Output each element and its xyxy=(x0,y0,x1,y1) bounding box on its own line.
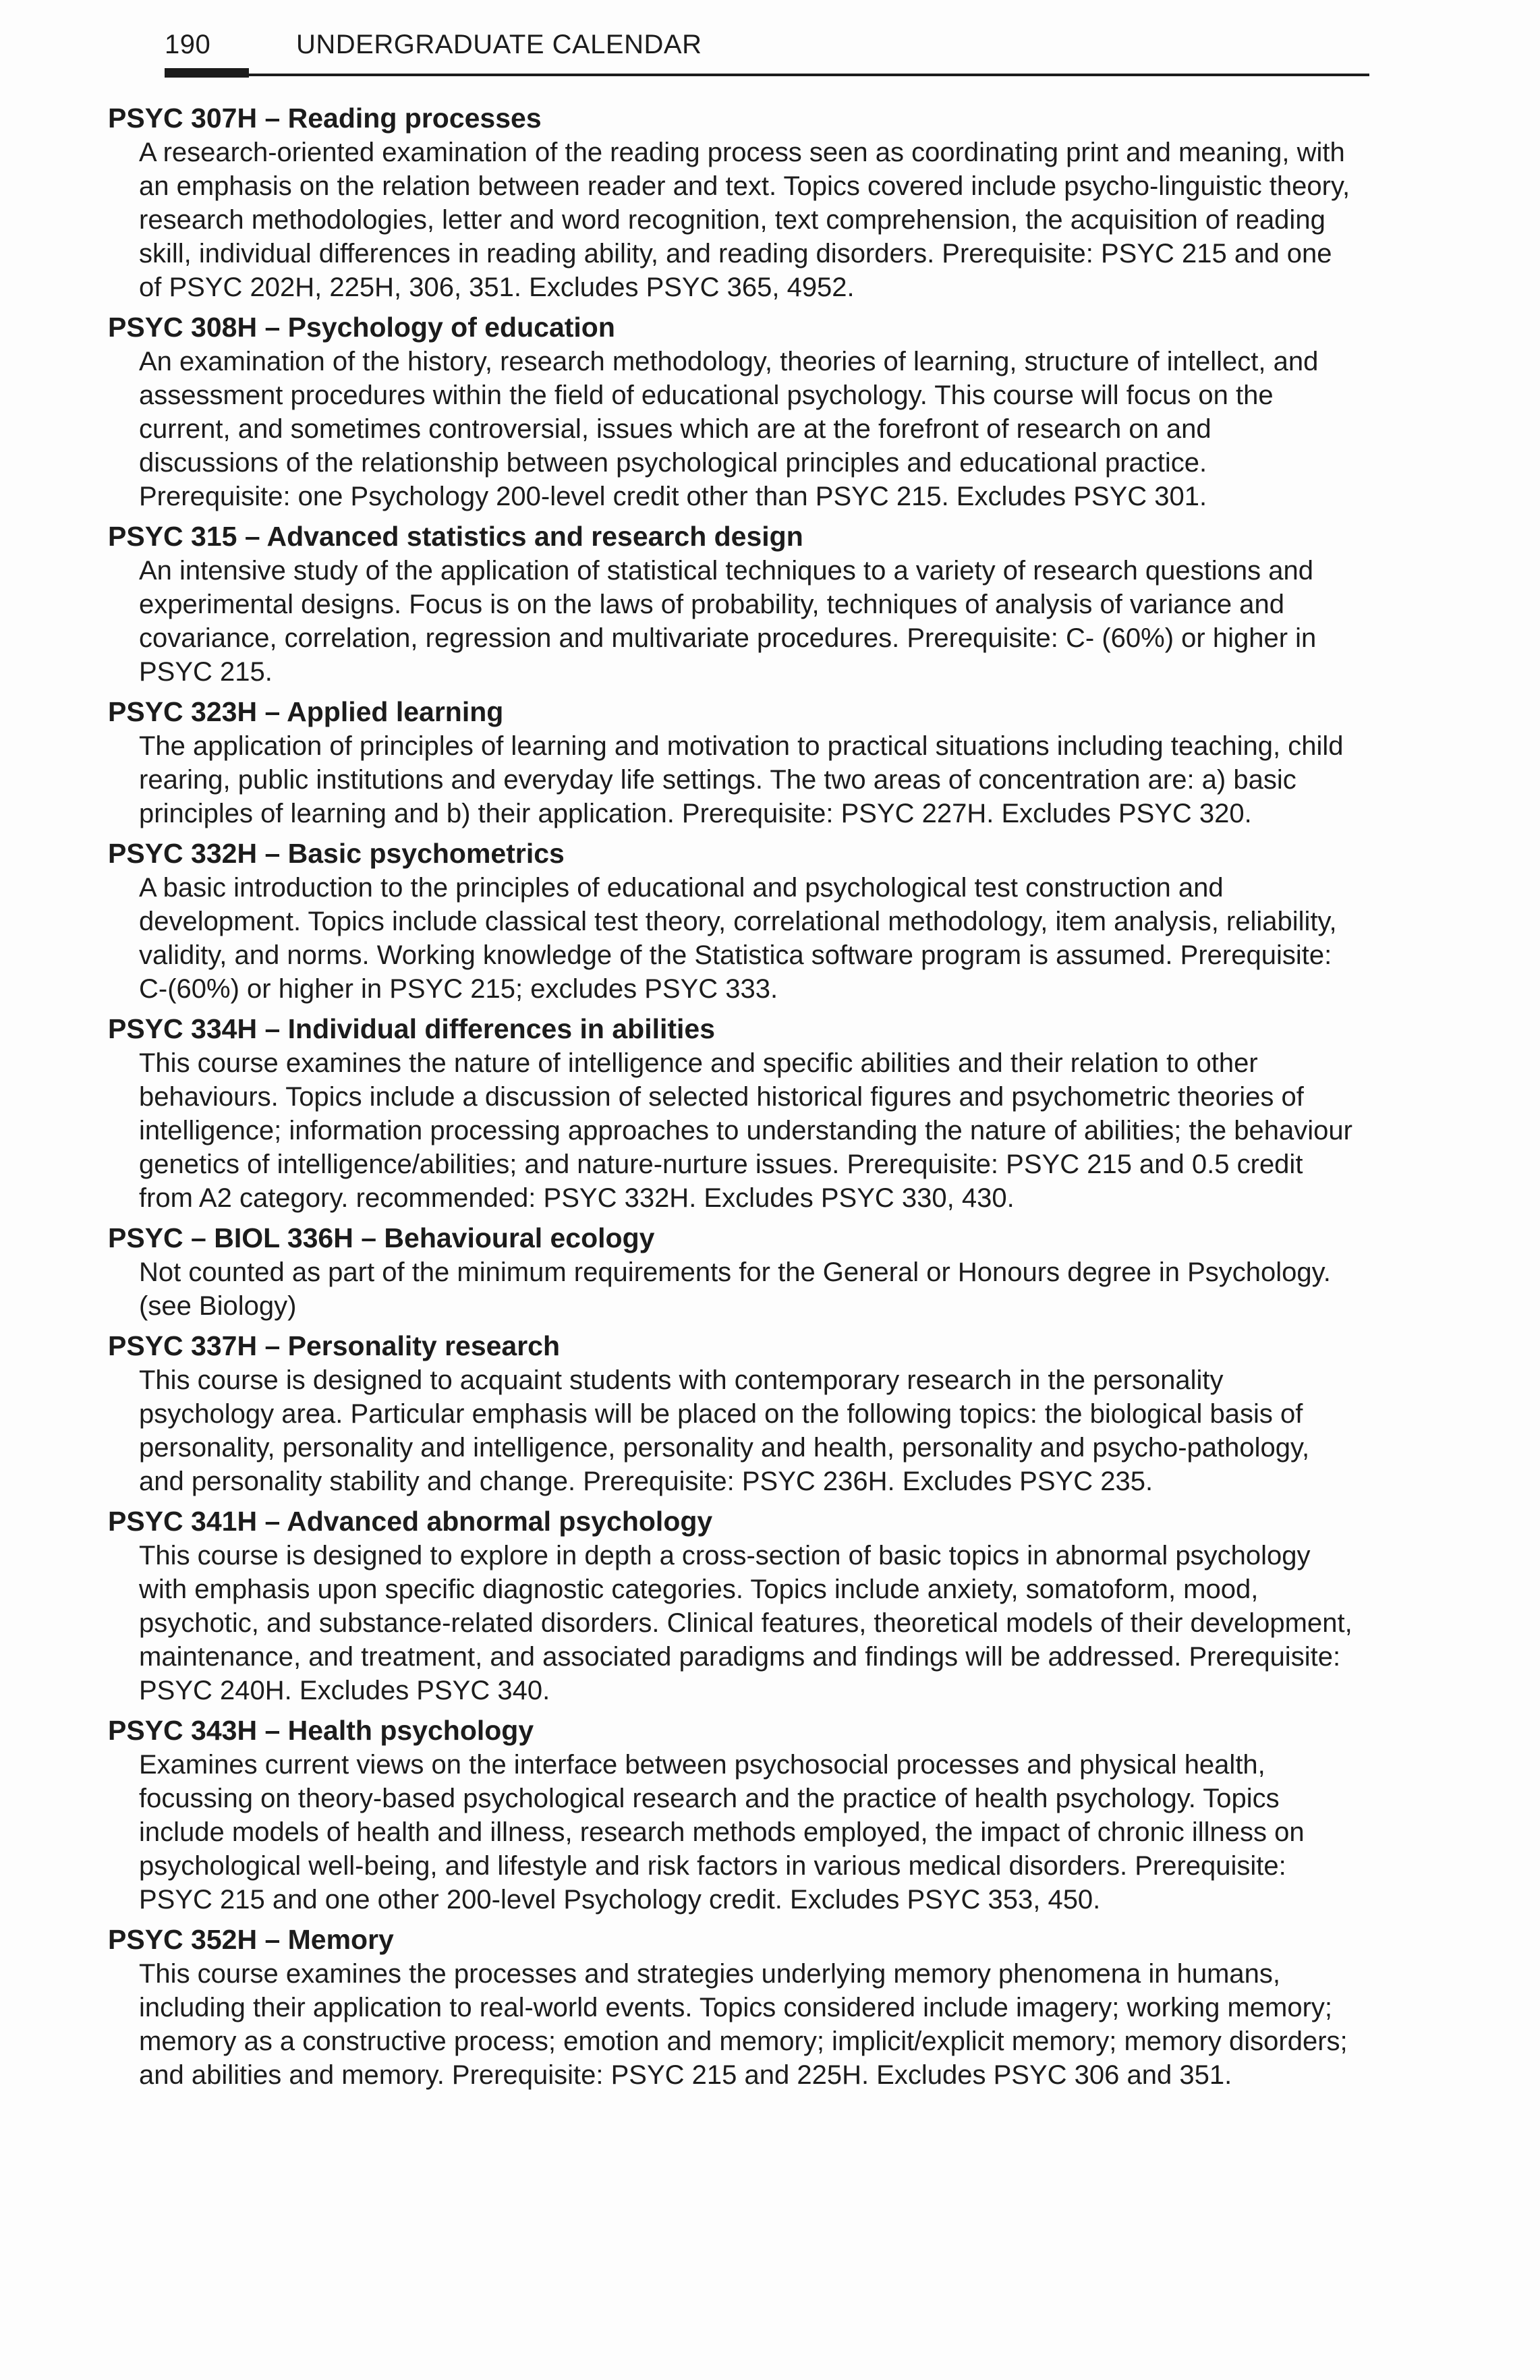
course-entry-psyc-307h xyxy=(108,101,1369,304)
course-title: PSYC – BIOL 336H – Behavioural ecology xyxy=(108,1222,655,1253)
course-entry-psyc-341h xyxy=(108,1504,1369,1707)
course-title: PSYC 334H – Individual differences in abilities xyxy=(108,1013,716,1044)
course-entry-psyc-352h xyxy=(108,1923,1369,2092)
course-description: A basic introduction to the principles of educational and psychological test construction and development. Topics include classical test theory, correlational methodology, item analysis, reliability, validity, and norms. Working knowledge of the Statistica software program is assumed. Prerequisite: C-(60%) or higher in PSYC 215; excludes PSYC 333. xyxy=(139,873,1337,1004)
course-list xyxy=(108,101,1369,2098)
course-title: PSYC 308H – Psychology of education xyxy=(108,312,615,343)
course-description: An examination of the history, research methodology, theories of learning, structure of intellect, and assessment procedures within the field of educational psychology. This course will focus on the current, and sometimes controversial, issues which are at the forefront of research on and discussions of the relationship between psychological principles and educational practice. Prerequisite: one Psychology 200-level credit other than PSYC 215. Excludes PSYC 301. xyxy=(139,347,1319,511)
course-description: This course is designed to explore in depth a cross-section of basic topics in abnormal psychology with emphasis upon specific diagnostic categories. Topics include anxiety, somatoform, mood, psychotic, and substance-related disorders. Clinical features, theoretical models of their development, maintenance, and treatment, and associated paradigms and findings will be addressed. Prerequisite: PSYC 240H. Excludes PSYC 340. xyxy=(139,1541,1352,1705)
running-head: UNDERGRADUATE CALENDAR xyxy=(296,30,702,59)
course-description: This course examines the processes and strategies underlying memory phenomena in humans, including their application to real-world events. Topics considered include imagery; working memory; memory as a constructive process; emotion and memory; implicit/explicit memory; memory disorders; and abilities and memory. Prerequisite: PSYC 215 and 225H. Excludes PSYC 306 and 351. xyxy=(139,1959,1348,2090)
course-description: Examines current views on the interface between psychosocial processes and physical health, focussing on theory-based psychological research and the practice of health psychology. Topics include models of health and illness, research methods employed, the impact of chronic illness on psychological well-being, and lifestyle and risk factors in various medical disorders. Prerequisite: PSYC 215 and one other 200-level Psychology credit. Excludes PSYC 353, 450. xyxy=(139,1750,1305,1915)
course-entry-psyc-343h xyxy=(108,1713,1369,1917)
page-number: 190 xyxy=(165,30,211,59)
course-description: The application of principles of learning and motivation to practical situations including teaching, child rearing, public institutions and everyday life settings. The two areas of concentration are: a) basic principles of learning and b) their application. Prerequisite: PSYC 227H. Excludes PSYC 320. xyxy=(139,731,1344,828)
course-title: PSYC 337H – Personality research xyxy=(108,1330,561,1361)
course-title: PSYC 307H – Reading processes xyxy=(108,103,542,134)
header-rule xyxy=(165,74,1369,76)
course-title: PSYC 343H – Health psychology xyxy=(108,1715,534,1746)
course-entry-psyc-308h xyxy=(108,310,1369,513)
course-description: This course is designed to acquaint students with contemporary research in the personality psychology area. Particular emphasis will be placed on the following topics: the biological basis of personality, personality and intelligence, personality and health, personality and psycho-pathology, and personality stability and change. Prerequisite: PSYC 236H. Excludes PSYC 235. xyxy=(139,1365,1310,1496)
course-title: PSYC 341H – Advanced abnormal psychology xyxy=(108,1506,713,1537)
header-rule-accent xyxy=(165,68,249,78)
course-description: A research-oriented examination of the reading process seen as coordinating print and meaning, with an emphasis on the relation between reader and text. Topics covered include psycho-linguistic theory, research methodologies, letter and word recognition, text comprehension, the acquisition of reading skill, individual differences in reading ability, and reading disorders. Prerequisite: PSYC 215 and one of PSYC 202H, 225H, 306, 351. Excludes PSYC 365, 4952. xyxy=(139,138,1350,302)
course-entry-psyc-332h xyxy=(108,837,1369,1006)
course-entry-psyc-315 xyxy=(108,519,1369,689)
course-description: This course examines the nature of intelligence and specific abilities and their relation to other behaviours. Topics include a discussion of selected historical figures and psychometric theories of intelligence; information processing approaches to understanding the nature of abilities; the behaviour genetics of intelligence/abilities; and nature-nurture issues. Prerequisite: PSYC 215 and 0.5 credit from A2 category. recommended: PSYC 332H. Excludes PSYC 330, 430. xyxy=(139,1048,1352,1213)
course-description: An intensive study of the application of statistical techniques to a variety of research questions and experimental designs. Focus is on the laws of probability, techniques of analysis of variance and covariance, correlation, regression and multivariate procedures. Prerequisite: C- (60%) or higher in PSYC 215. xyxy=(139,556,1317,687)
course-entry-psyc-biol-336h xyxy=(108,1221,1369,1323)
course-title: PSYC 332H – Basic psychometrics xyxy=(108,838,565,869)
course-title: PSYC 315 – Advanced statistics and research design xyxy=(108,521,803,552)
course-entry-psyc-334h xyxy=(108,1012,1369,1215)
course-entry-psyc-323h xyxy=(108,695,1369,830)
page-header xyxy=(165,24,1369,77)
course-entry-psyc-337h xyxy=(108,1329,1369,1498)
course-title: PSYC 323H – Applied learning xyxy=(108,696,504,727)
course-title: PSYC 352H – Memory xyxy=(108,1924,394,1955)
course-description: Not counted as part of the minimum requirements for the General or Honours degree in Psychology. (see Biology) xyxy=(139,1257,1331,1321)
